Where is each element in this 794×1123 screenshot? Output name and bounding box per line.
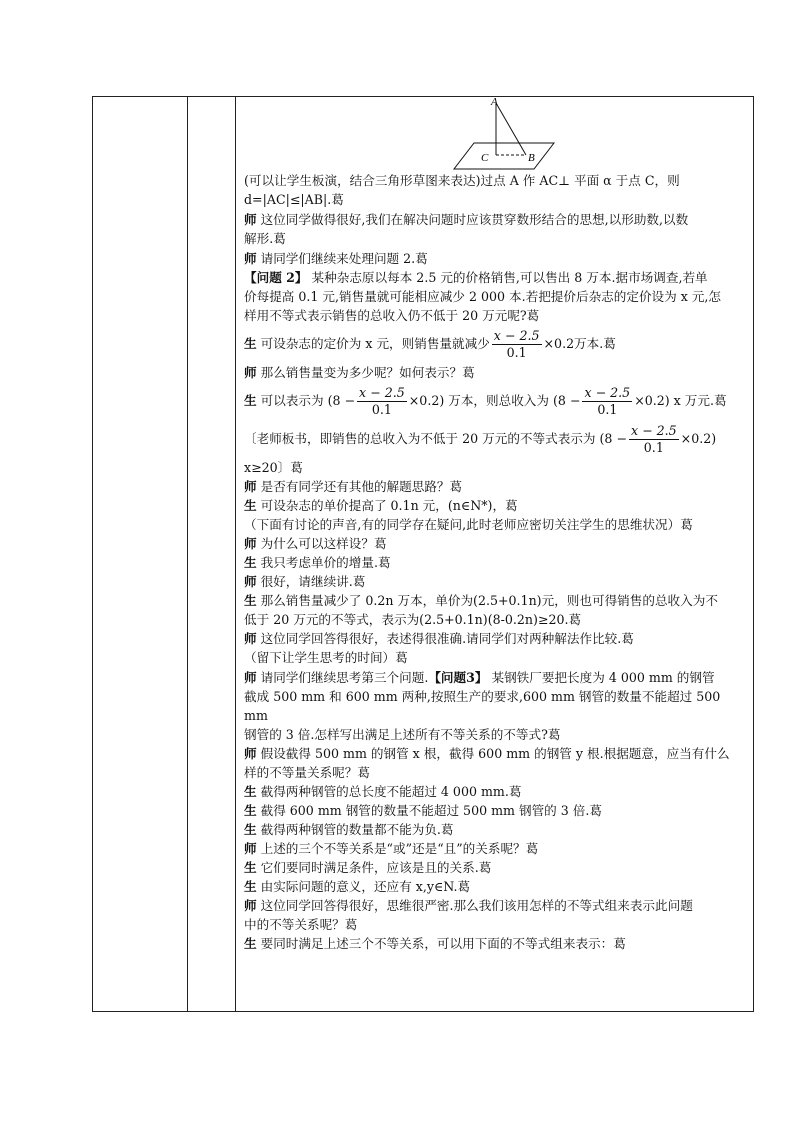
plane-triangle-figure <box>450 97 560 171</box>
line-34: 生 由实际问题的意义，还应有 x,y∈N.葛 <box>244 879 471 894</box>
line-21: 低于 20 万元的不等式，表示为(2.5+0.1n)(8-0.2n)≥20.葛 <box>244 612 582 627</box>
line-1: (可以让学生板演，结合三角形草图来表达)过点 A 作 AC⊥ 平面 α 于点 C，则 <box>244 173 680 188</box>
line-35: 师 这位同学回答得很好，思维很严密.那么我们该用怎样的不等式组来表示此问题 <box>244 898 693 913</box>
student-label: 生 <box>244 393 257 408</box>
teacher-label: 师 <box>244 536 257 551</box>
line-17: 师 为什么可以这样设？葛 <box>244 536 387 551</box>
line-30: 生 截得 600 mm 钢管的数量不能超过 500 mm 钢管的 3 倍.葛 <box>244 803 602 818</box>
line-25: 截成 500 mm 和 600 mm 两种,按照生产的要求,600 mm 钢管的数量不能超过 500 mm <box>244 689 721 723</box>
fraction: $\frac{x - 2.5}{0.1}$ <box>359 385 405 417</box>
line-3: 师 这位同学做得很好,我们在解决问题时应该贯穿数形结合的思想,以形助数,以数 <box>244 212 689 227</box>
teacher-label: 师 <box>244 212 257 227</box>
line-8: 样用不等式表示销售的总收入仍不低于 20 万元呢?葛 <box>244 308 540 323</box>
line-24: 师 请同学们继续思考第三个问题.【问题3】 某钢铁厂要把长度为 4 000 mm 的钢管 <box>244 670 715 685</box>
label-c: C <box>481 152 489 164</box>
teacher-label: 师 <box>244 365 257 380</box>
student-label: 生 <box>244 555 257 570</box>
student-label: 生 <box>244 336 257 351</box>
line-10: 师 那么销售量变为多少呢？如何表示？葛 <box>244 365 475 380</box>
label-b: B <box>528 152 535 164</box>
label-a: A <box>491 97 498 108</box>
line-20: 生 那么销售量减少了 0.2n 万本，单价为(2.5+0.1n)元，则也可得销售的总收入为不 <box>244 593 718 608</box>
teacher-label: 师 <box>244 841 257 856</box>
problem-3-tag: 【问题3】 <box>428 670 488 685</box>
line-27: 师 假设截得 500 mm 的钢管 x 根，截得 600 mm 的钢管 y 根.根据题意，应当有什么 <box>244 746 730 761</box>
teacher-label: 师 <box>244 746 257 761</box>
line-15: 生 可设杂志的单价提高了 0.1n 元，(n∈N*)，葛 <box>244 498 518 513</box>
student-label: 生 <box>244 879 257 894</box>
line-6: 【问题 2】 某种杂志原以每本 2.5 元的价格销售,可以售出 8 万本.据市场调查,若单 <box>244 270 708 285</box>
student-label: 生 <box>244 936 257 951</box>
student-label: 生 <box>244 498 257 513</box>
student-label: 生 <box>244 784 257 799</box>
line-32: 师 上述的三个不等关系是“或”还是“且”的关系呢？葛 <box>244 841 539 856</box>
line-19: 师 很好，请继续讲.葛 <box>244 574 366 589</box>
line-2: d=|AC|≤|AB|.葛 <box>244 192 344 207</box>
lesson-content <box>236 97 753 1011</box>
line-18: 生 我只考虑单价的增量.葛 <box>244 555 391 570</box>
line-36: 中的不等关系呢？葛 <box>244 917 358 932</box>
fraction: $\frac{x - 2.5}{0.1}$ <box>584 385 631 417</box>
line-26: 钢管的 3 倍.怎样写出满足上述所有不等关系的不等式?葛 <box>244 727 561 742</box>
line-9: 生 可设杂志的定价为 x 元，则销售量就减少 $\frac{x - 2.5}{0.1}$ ×0.2万本.葛 <box>244 328 616 360</box>
line-28: 样的不等量关系呢？葛 <box>244 765 370 780</box>
student-label: 生 <box>244 860 257 875</box>
student-label: 生 <box>244 803 257 818</box>
teacher-label: 师 <box>244 479 257 494</box>
teacher-label: 师 <box>244 251 257 266</box>
line-23: （留下让学生思考的时间）葛 <box>244 650 408 665</box>
line-4: 解形.葛 <box>244 231 286 246</box>
fraction: $\frac{x - 2.5}{0.1}$ <box>630 423 677 455</box>
line-22: 师 这位同学回答得很好，表述得很准确.请同学们对两种解法作比较.葛 <box>244 631 634 646</box>
teacher-label: 师 <box>244 574 257 589</box>
line-13: x≥20〕葛 <box>244 460 303 475</box>
line-7: 价每提高 0.1 元,销售量就可能相应减少 2 000 本.若把提价后杂志的定价设为 x 元,怎 <box>244 289 722 304</box>
student-label: 生 <box>244 593 257 608</box>
line-12: 〔老师板书，即销售的总收入为不低于 20 万元的不等式表示为 (8 − $\frac{x - 2.5}{0.1}$ ×0.2) <box>244 423 717 455</box>
line-14: 师 是否有同学还有其他的解题思路？葛 <box>244 479 463 494</box>
lesson-table <box>92 96 754 1012</box>
fraction: $\frac{x - 2.5}{0.1}$ <box>493 328 540 360</box>
problem-2-tag: 【问题 2】 <box>244 270 308 285</box>
teacher-label: 师 <box>244 631 257 646</box>
line-5: 师 请同学们继续来处理问题 2.葛 <box>244 251 428 266</box>
line-37: 生 要同时满足上述三个不等关系，可以用下面的不等式组来表示：葛 <box>244 936 626 951</box>
column-divider-1 <box>187 97 188 1011</box>
teacher-label: 师 <box>244 670 257 685</box>
teacher-label: 师 <box>244 898 257 913</box>
student-label: 生 <box>244 822 257 837</box>
line-33: 生 它们要同时满足条件，应该是且的关系.葛 <box>244 860 492 875</box>
line-11: 生 可以表示为 (8 − $\frac{x - 2.5}{0.1}$ ×0.2) 万本，则总收入为 (8 − $\frac{x - 2.5}{0.1}$ ×0.2) x 万元.葛 <box>244 385 727 417</box>
line-31: 生 截得两种钢管的数量都不能为负.葛 <box>244 822 454 837</box>
line-16: （下面有讨论的声音,有的同学存在疑问,此时老师应密切关注学生的思维状况）葛 <box>244 517 693 532</box>
line-29: 生 截得两种钢管的总长度不能超过 4 000 mm.葛 <box>244 784 522 799</box>
